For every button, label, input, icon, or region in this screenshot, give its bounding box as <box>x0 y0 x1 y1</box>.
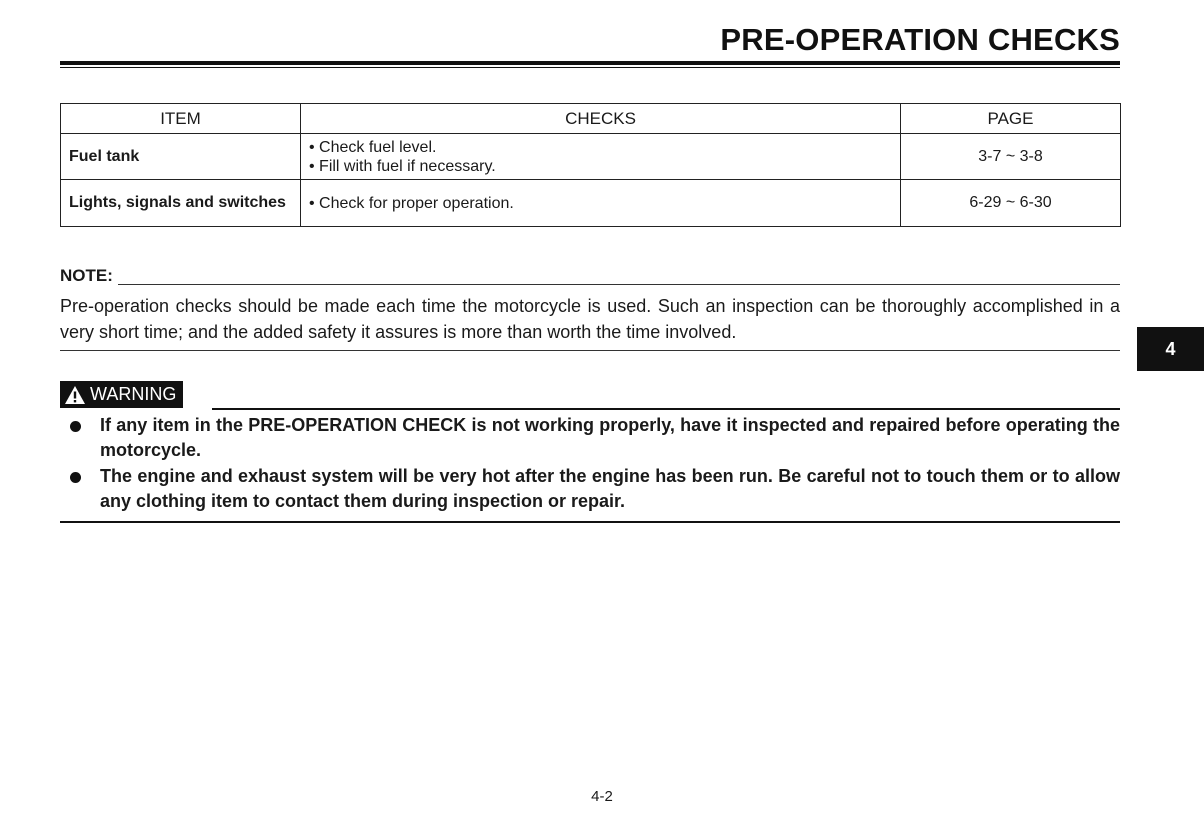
table-row <box>61 180 1121 227</box>
bullet-icon <box>70 421 81 432</box>
warning-triangle-icon <box>64 385 86 405</box>
warning-rule <box>212 408 1120 410</box>
item-cell: Fuel tank <box>61 134 301 180</box>
table-header-row <box>61 104 1121 134</box>
warning-item <box>60 413 1120 463</box>
warning-badge <box>60 381 183 408</box>
note-rule <box>118 284 1120 285</box>
check-line: • Fill with fuel if necessary. <box>309 157 496 175</box>
warning-text: If any item in the PRE-OPERATION CHECK is not working properly, have it inspected and repaired before operating the motorcycle. <box>100 415 1120 460</box>
header-rule-thin <box>60 67 1120 68</box>
column-header-item: ITEM <box>61 104 301 134</box>
check-line: • Check fuel level. <box>309 138 437 156</box>
note-text: Pre-operation checks should be made each time the motorcycle is used. Such an inspection can be thoroughly accomplished in a very short time; and the added safety it assures is more than worth the time involved. <box>60 296 1120 342</box>
bullet-icon <box>70 472 81 483</box>
page-ref-cell: 3-7 ~ 3-8 <box>901 134 1121 180</box>
checks-cell <box>301 180 901 227</box>
warning-text: The engine and exhaust system will be very hot after the engine has been run. Be careful not to touch them or to allow any clothing item to contact them during inspection or repair. <box>100 466 1120 511</box>
warning-label: WARNING <box>90 384 177 404</box>
column-header-checks: CHECKS <box>301 104 901 134</box>
note-label: NOTE: <box>60 266 113 285</box>
table-row <box>61 134 1121 180</box>
warning-list <box>60 413 1120 515</box>
header-rule <box>60 61 1120 65</box>
column-header-page: PAGE <box>901 104 1121 134</box>
note-end-rule <box>60 350 1120 351</box>
chapter-tab: 4 <box>1137 327 1204 371</box>
page-number: 4-2 <box>591 788 613 805</box>
warning-end-rule <box>60 521 1120 523</box>
item-cell: Lights, signals and switches <box>61 180 301 227</box>
warning-item <box>60 464 1120 514</box>
page-title: PRE-OPERATION CHECKS <box>720 22 1120 57</box>
page-ref-cell: 6-29 ~ 6-30 <box>901 180 1121 227</box>
check-line: • Check for proper operation. <box>309 194 514 212</box>
checks-table <box>60 103 1121 227</box>
checks-cell <box>301 134 901 180</box>
